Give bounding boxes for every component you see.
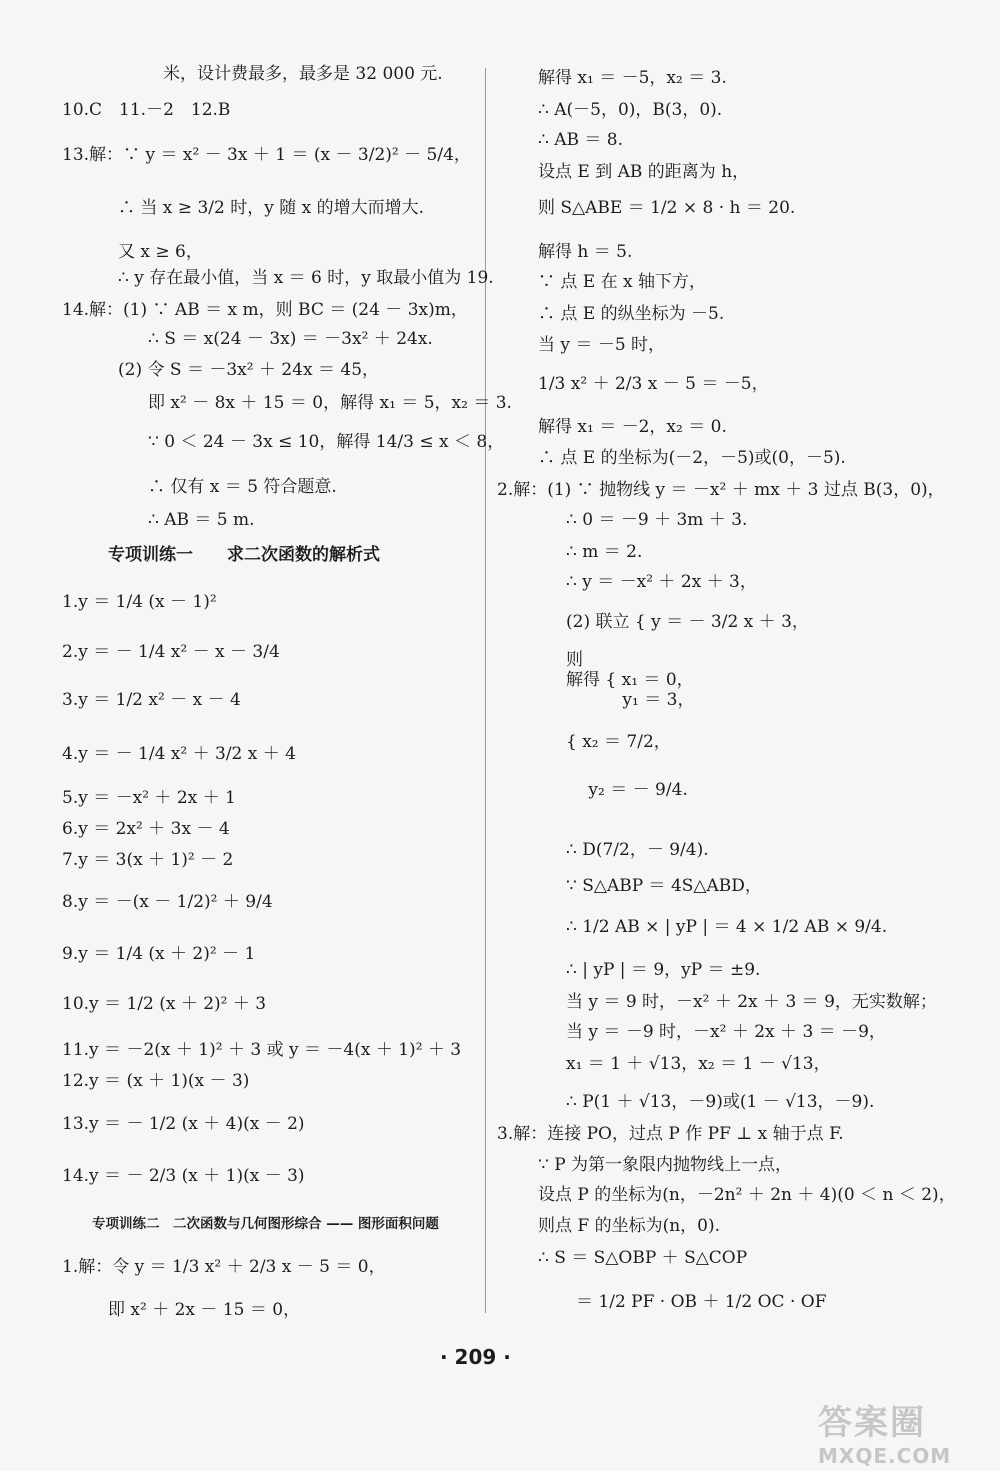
text-line: 10.C 11.－2 12.B bbox=[62, 100, 231, 120]
text-line: ∵ P 为第一象限内抛物线上一点， bbox=[538, 1155, 793, 1175]
text-line: y₁ ＝ 3， bbox=[566, 690, 695, 710]
formula-line: 1.y ＝ 1/4 (x － 1)² bbox=[62, 592, 217, 612]
text-line: 设点 E 到 AB 的距离为 h， bbox=[538, 162, 750, 182]
text-line: ∴ AB ＝ 8. bbox=[538, 130, 624, 150]
text-line: ∴ AB ＝ 5 m. bbox=[148, 510, 255, 530]
text-line: 1/3 x² ＋ 2/3 x － 5 ＝ －5， bbox=[538, 374, 769, 394]
text-line: ∴ D(7/2，－ 9/4). bbox=[566, 840, 709, 860]
text-line: 当 y ＝ －9 时，－x² ＋ 2x ＋ 3 ＝ －9， bbox=[566, 1022, 886, 1042]
text-line: 米，设计费最多，最多是 32 000 元. bbox=[163, 64, 443, 84]
text-line: 解得 h ＝ 5. bbox=[538, 242, 633, 262]
text-line: ∴ S ＝ S△OBP ＋ S△COP bbox=[538, 1248, 748, 1268]
formula-line: 5.y ＝ －x² ＋ 2x ＋ 1 bbox=[62, 788, 236, 808]
text-line: ∴ 0 ＝ －9 ＋ 3m ＋ 3. bbox=[566, 510, 748, 530]
watermark-logo bbox=[818, 1395, 988, 1468]
text-line: 3.解：连接 PO，过点 P 作 PF ⊥ x 轴于点 F. bbox=[497, 1124, 844, 1144]
page-number: · 209 · bbox=[440, 1345, 511, 1369]
watermark-site-text: MXQE.COM bbox=[818, 1444, 952, 1468]
formula-line: 7.y ＝ 3(x ＋ 1)² － 2 bbox=[62, 850, 234, 870]
formula-line: 13.y ＝ － 1/2 (x ＋ 4)(x － 2) bbox=[62, 1114, 305, 1134]
text-line: (2) 令 S ＝ －3x² ＋ 24x ＝ 45， bbox=[118, 360, 380, 380]
column-divider bbox=[485, 68, 486, 1313]
formula-line: 12.y ＝ (x ＋ 1)(x － 3) bbox=[62, 1071, 250, 1091]
text-line: ∵ 0 ＜ 24 － 3x ≤ 10，解得 14/3 ≤ x ＜ 8， bbox=[148, 432, 505, 452]
text-line: y₂ ＝ － 9/4. bbox=[566, 780, 688, 800]
text-line: 2.解：(1) ∵ 抛物线 y ＝ －x² ＋ mx ＋ 3 过点 B(3，0)， bbox=[497, 480, 945, 500]
watermark-main-text: 答案圈 bbox=[818, 1403, 926, 1443]
text-line: 14.解：(1) ∵ AB ＝ x m，则 BC ＝ (24 － 3x)m， bbox=[62, 300, 468, 320]
text-line: ＝ 1/2 PF · OB ＋ 1/2 OC · OF bbox=[576, 1292, 827, 1312]
text-line: ∵ 点 E 在 x 轴下方， bbox=[538, 272, 707, 292]
formula-line: 8.y ＝ －(x － 1/2)² ＋ 9/4 bbox=[62, 892, 273, 912]
text-line: ∴ 仅有 x ＝ 5 符合题意. bbox=[148, 477, 337, 497]
text-line: ∴ S ＝ x(24 － 3x) ＝ －3x² ＋ 24x. bbox=[148, 329, 433, 349]
formula-line: 4.y ＝ － 1/4 x² ＋ 3/2 x ＋ 4 bbox=[62, 744, 296, 764]
text-line: { x₂ ＝ 7/2， bbox=[566, 732, 671, 752]
text-line: 设点 P 的坐标为(n，－2n² ＋ 2n ＋ 4)(0 ＜ n ＜ 2)， bbox=[538, 1185, 956, 1205]
text-line: 当 y ＝ －5 时， bbox=[538, 335, 666, 355]
section-title: 专项训练一 求二次函数的解析式 bbox=[108, 545, 380, 565]
formula-line: 3.y ＝ 1/2 x² － x － 4 bbox=[62, 690, 241, 710]
text-line: ∴ m ＝ 2. bbox=[566, 542, 643, 562]
text-line: ∴ y ＝ －x² ＋ 2x ＋ 3， bbox=[566, 572, 757, 592]
formula-line: 2.y ＝ － 1/4 x² － x － 3/4 bbox=[62, 642, 280, 662]
formula-line: 14.y ＝ － 2/3 (x ＋ 1)(x － 3) bbox=[62, 1166, 305, 1186]
text-line: ∴ 点 E 的坐标为(－2，－5)或(0，－5). bbox=[538, 448, 846, 468]
text-line: 解得 x₁ ＝ －2，x₂ ＝ 0. bbox=[538, 417, 727, 437]
text-line: 1.解：令 y ＝ 1/3 x² ＋ 2/3 x － 5 ＝ 0， bbox=[62, 1257, 386, 1277]
text-line: 即 x² ＋ 2x － 15 ＝ 0， bbox=[108, 1300, 301, 1320]
text-line: x₁ ＝ 1 ＋ √13，x₂ ＝ 1 － √13， bbox=[566, 1054, 831, 1074]
text-line: ∴ 1/2 AB × | yP | ＝ 4 × 1/2 AB × 9/4. bbox=[566, 917, 888, 937]
text-line: ∴ 当 x ≥ 3/2 时，y 随 x 的增大而增大. bbox=[118, 198, 425, 218]
text-line: 即 x² － 8x ＋ 15 ＝ 0，解得 x₁ ＝ 5，x₂ ＝ 3. bbox=[148, 393, 512, 413]
text-line: 当 y ＝ 9 时，－x² ＋ 2x ＋ 3 ＝ 9，无实数解； bbox=[566, 992, 937, 1012]
text-line: ∴ P(1 ＋ √13，－9)或(1 － √13，－9). bbox=[566, 1092, 875, 1112]
text-line: ∵ S△ABP ＝ 4S△ABD， bbox=[566, 876, 762, 896]
text-line: 则点 F 的坐标为(n，0). bbox=[538, 1216, 721, 1236]
text-line: ∴ | yP | ＝ 9，yP ＝ ±9. bbox=[566, 960, 761, 980]
text-line: 又 x ≥ 6， bbox=[118, 242, 203, 262]
text-line: 则 S△ABE ＝ 1/2 × 8 · h ＝ 20. bbox=[538, 198, 796, 218]
formula-line: 11.y ＝ －2(x ＋ 1)² ＋ 3 或 y ＝ －4(x ＋ 1)² ＋ 3 bbox=[62, 1040, 462, 1060]
formula-line: 6.y ＝ 2x² ＋ 3x － 4 bbox=[62, 819, 230, 839]
formula-line: 9.y ＝ 1/4 (x ＋ 2)² － 1 bbox=[62, 944, 256, 964]
section-title: 专项训练二 二次函数与几何图形综合 —— 图形面积问题 bbox=[92, 1216, 439, 1232]
text-line: 则 bbox=[566, 650, 583, 670]
formula-line: 10.y ＝ 1/2 (x ＋ 2)² ＋ 3 bbox=[62, 994, 267, 1014]
text-line: 解得 x₁ ＝ －5，x₂ ＝ 3. bbox=[538, 68, 727, 88]
text-line: ∴ A(－5，0)，B(3，0). bbox=[538, 100, 723, 120]
text-line: ∴ 点 E 的纵坐标为 －5. bbox=[538, 304, 725, 324]
text-line: 13.解：∵ y ＝ x² － 3x ＋ 1 ＝ (x － 3/2)² － 5/4， bbox=[62, 145, 471, 165]
text-line: 解得 { x₁ ＝ 0， bbox=[566, 670, 694, 690]
text-line: (2) 联立 { y ＝ － 3/2 x ＋ 3， bbox=[566, 612, 809, 632]
text-line: ∴ y 存在最小值，当 x ＝ 6 时，y 取最小值为 19. bbox=[118, 268, 494, 288]
